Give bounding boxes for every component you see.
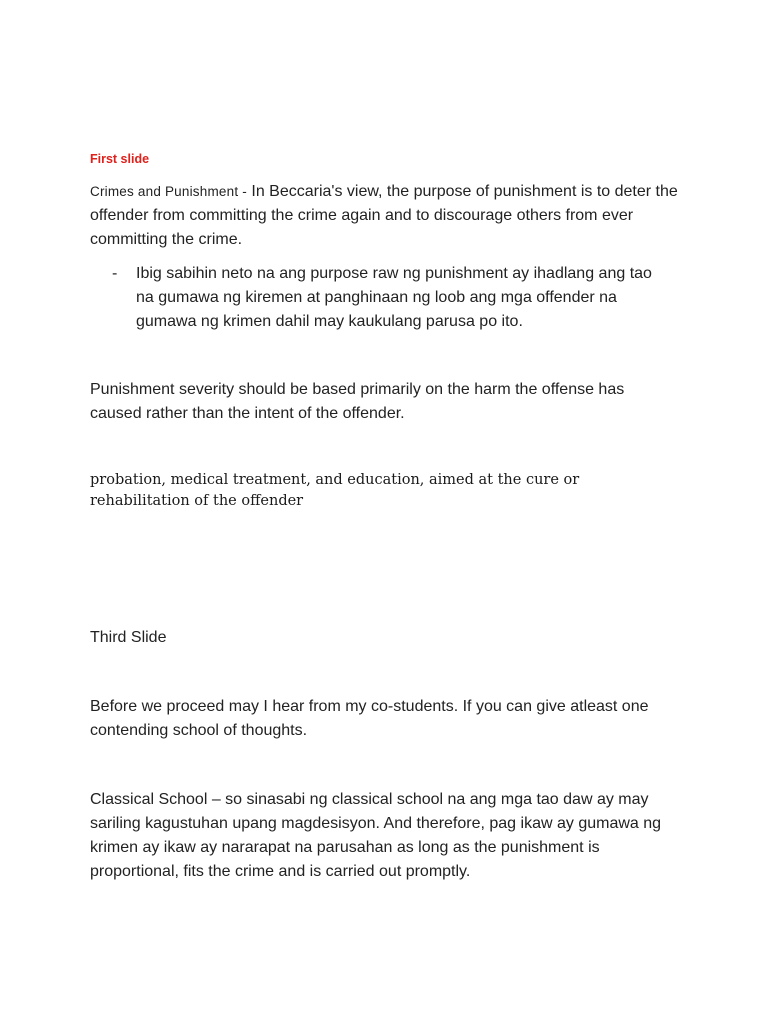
rehabilitation-paragraph: probation, medical treatment, and education, aimed at the cure or rehabilitation of the offender <box>90 472 580 509</box>
classical-school-paragraph: Classical School – so sinasabi ng classical school na ang mga tao daw ay may sariling kagustuhan upang magdesisyon. And therefore, pag ikaw ay gumawa ng krimen ay ikaw ay nararapat na parusahan as long as the punishment is proportional, fits the crime and is carried out promptly. <box>90 791 662 880</box>
crimes-and-punishment-term: Crimes and Punishment - <box>90 184 247 199</box>
co-students-question-paragraph: Before we proceed may I hear from my co-students. If you can give atleast one contending school of thoughts. <box>90 698 649 739</box>
third-slide-heading: Third Slide <box>90 629 167 646</box>
bullet-list-item <box>112 262 672 334</box>
beccaria-view-text: In Beccaria's view, the purpose of punishment is to deter the offender from committing the crime again and to discourage others from ever committing the crime. <box>90 183 678 248</box>
punishment-severity-paragraph: Punishment severity should be based primarily on the harm the offense has caused rather than the intent of the offender. <box>90 381 625 422</box>
dash-bullet-marker: - <box>112 265 118 282</box>
first-slide-heading: First slide <box>90 152 150 166</box>
crimes-and-punishment-paragraph <box>90 180 680 252</box>
bullet-explanation-text: Ibig sabihin neto na ang purpose raw ng punishment ay ihadlang ang tao na gumawa ng kiremen at panghinaan ng loob ang mga offender na gumawa ng krimen dahil may kaukulang parusa po ito. <box>136 265 652 330</box>
